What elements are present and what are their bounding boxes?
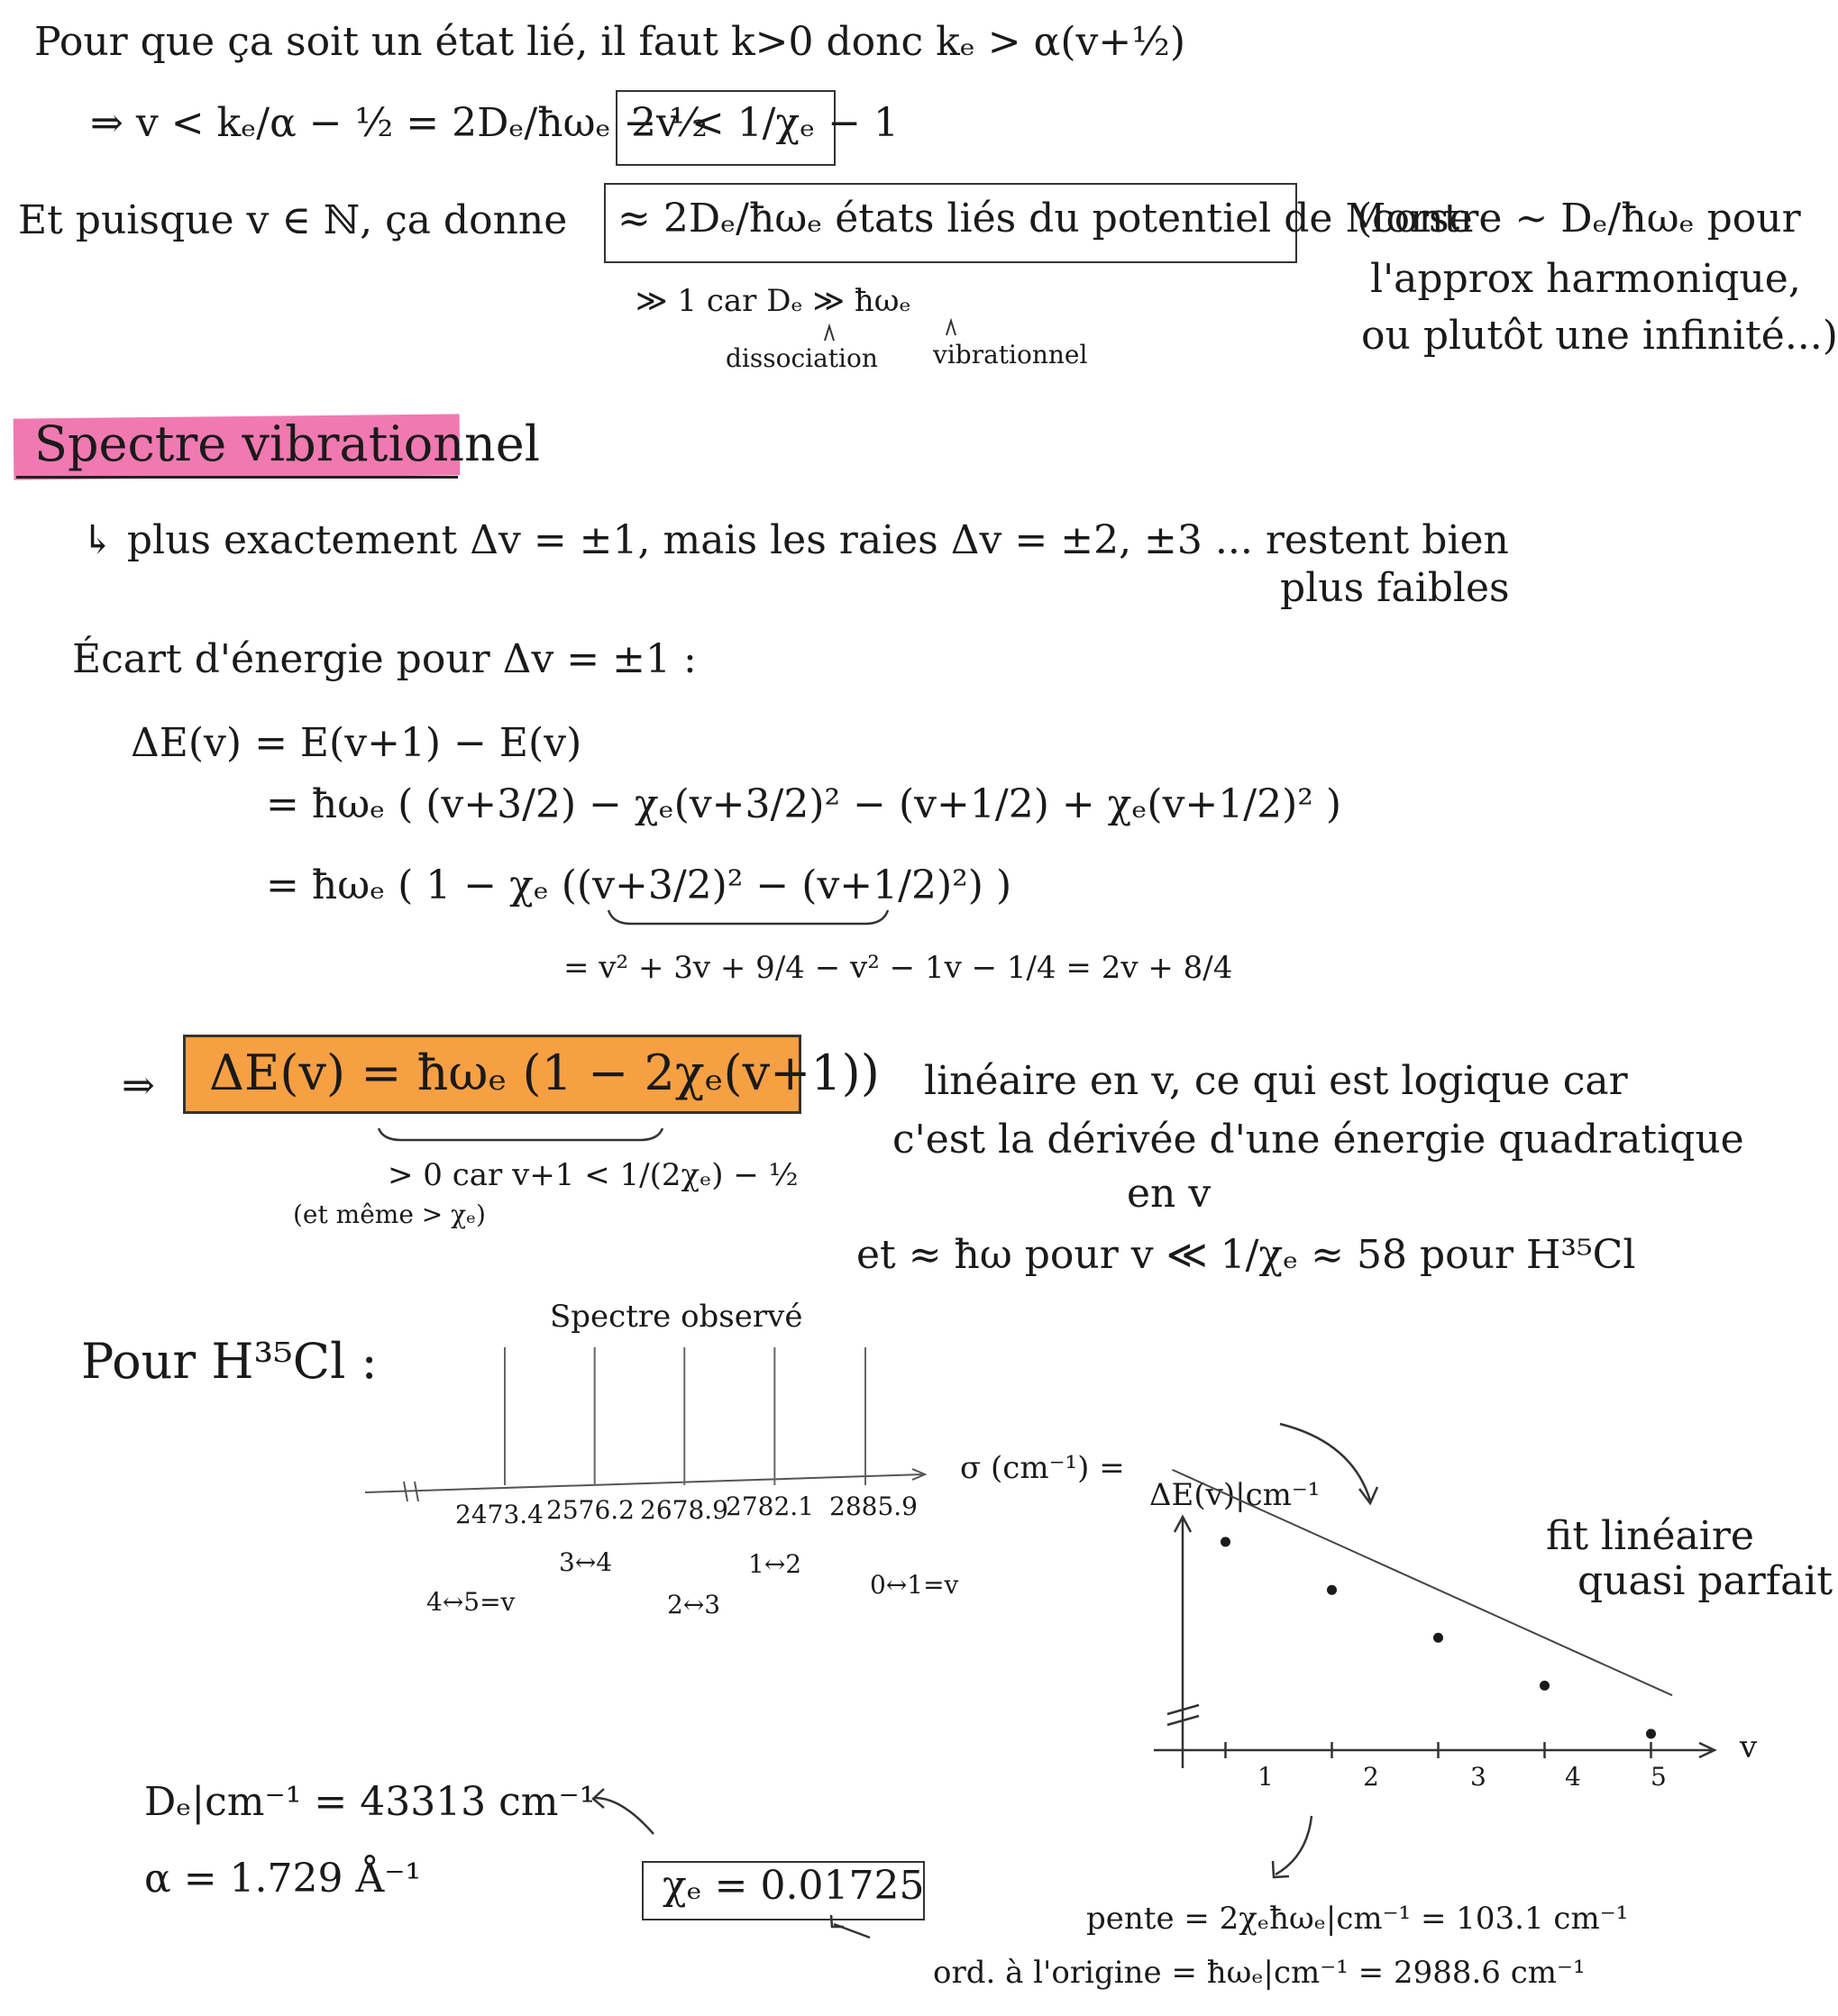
spectrum-label-wavenumber: 2885.9 [829,1491,918,1521]
text-fit-2: quasi parfait [1577,1558,1833,1604]
spectrum-label-transition: 0↔1=v [870,1570,959,1600]
underbrace-square [608,910,888,924]
chart-x-label: v [1740,1729,1758,1765]
spectrum-label-wavenumber: 2782.1 [726,1491,814,1521]
spectrum-label-wavenumber: 2576.2 [546,1495,635,1525]
text-positive: > 0 car v+1 < 1/(2χₑ) − ½ [388,1157,799,1193]
text-contre-2: l'approx harmonique, [1370,256,1801,302]
text-lineaire-3: en v [1127,1171,1212,1217]
spectrum-label-wavenumber: 2473.4 [455,1500,544,1529]
text-much-greater: ≫ 1 car Dₑ ≫ ħωₑ [636,283,911,319]
text-sigma-axis: σ (cm⁻¹) = [960,1450,1125,1486]
chart-point [1327,1585,1337,1595]
text-inequality-v: ⇒ v < kₑ/α − ½ = 2Dₑ/ħωₑ − ½ [90,100,708,146]
text-lineaire-2: c'est la dérivée d'une énergie quadratique [892,1117,1744,1163]
text-selection-rule: ↳ plus exactement Δv = ±1, mais les raies Δv = ±2, ±3 ... restent bien [81,517,1509,563]
spectrum-label-wavenumber: 2678.9 [640,1495,728,1525]
chart-tick-label: 5 [1651,1762,1667,1792]
arrow-to-pente-head [1273,1861,1289,1877]
arrow-to-chi-top [595,1798,654,1834]
arrow-vibrationnel [946,321,956,335]
chart-tick-label: 4 [1565,1762,1581,1792]
chart-point [1646,1729,1656,1738]
eq-delta-e-def: ΔE(v) = E(v+1) − E(v) [131,720,582,766]
eq-factored: = ħωₑ ( 1 − χₑ ((v+3/2)² − (v+1/2)²) ) [266,862,1012,908]
chart-tick-label: 2 [1363,1762,1379,1792]
spectrum-label-transition: 4↔5=v [426,1587,516,1617]
spectrum-label-transition: 3↔4 [559,1547,613,1577]
text-chi-value: χₑ = 0.01725 [663,1863,925,1909]
text-contre-3: ou plutôt une infinité...) [1361,313,1838,359]
text-positive-2: (et même > χₑ) [293,1200,486,1229]
text-pour-hcl: Pour H³⁵Cl : [81,1333,378,1390]
chart-point [1433,1633,1443,1643]
spectrum-axis [365,1474,924,1492]
arrow-dissociation [825,326,834,341]
text-implies: ⇒ [122,1063,155,1108]
spectrum-label-transition: 2↔3 [667,1590,721,1619]
text-selection-rule-2: plus faibles [1280,565,1510,611]
text-spectre-observe: Spectre observé [550,1299,803,1335]
underbrace-result [379,1128,663,1140]
text-2v-inequality: 2v < 1/χₑ − 1 [631,100,900,146]
chart-tick-label: 1 [1257,1762,1274,1792]
spectral-lines [505,1347,865,1485]
text-pente: pente = 2χₑħωₑ|cm⁻¹ = 103.1 cm⁻¹ [1086,1901,1629,1937]
arrow-to-chart [1280,1424,1370,1501]
text-ecart: Écart d'énergie pour Δv = ±1 : [72,636,697,682]
eq-result: ΔE(v) = ħωₑ (1 − 2χₑ(v+1)) [209,1044,880,1101]
text-delta-e-label: ΔE(v)|cm⁻¹ [1149,1477,1321,1513]
spectrum-label-transition: 1↔2 [748,1549,802,1579]
chart-point [1221,1537,1230,1546]
eq-square-diff: = v² + 3v + 9/4 − v² − 1v − 1/4 = 2v + 8/4 [563,950,1233,986]
text-bound-state-condition: Pour que ça soit un état lié, il faut k>0 donc kₑ > α(v+½) [34,19,1186,65]
text-contre-1: (contre ~ Dₑ/ħωₑ pour [1357,196,1801,242]
chart-point [1540,1681,1550,1691]
text-fit-1: fit linéaire [1546,1513,1754,1559]
arrow-to-pente [1276,1816,1312,1875]
text-vibrationnel: vibrationnel [933,340,1088,369]
text-ordonnee: ord. à l'origine = ħωₑ|cm⁻¹ = 2988.6 cm⁻¹ [933,1955,1586,1991]
text-bound-states-count: ≈ 2Dₑ/ħωₑ états liés du potentiel de Morse [617,196,1473,242]
text-de-value: Dₑ|cm⁻¹ = 43313 cm⁻¹ [144,1779,596,1825]
text-alpha-value: α = 1.729 Å⁻¹ [144,1856,422,1902]
text-puisque: Et puisque v ∈ ℕ, ça donne [18,197,568,243]
eq-expansion: = ħωₑ ( (v+3/2) − χₑ(v+3/2)² − (v+1/2) + χₑ(v+1/2)² ) [266,781,1342,827]
section-title: Spectre vibrationnel [34,415,541,472]
text-dissociation: dissociation [726,343,878,373]
text-lineaire-1: linéaire en v, ce qui est logique car [924,1058,1628,1104]
text-approx: et ≈ ħω pour v ≪ 1/χₑ ≈ 58 pour H³⁵Cl [856,1232,1636,1278]
chart-tick-label: 3 [1470,1762,1486,1792]
